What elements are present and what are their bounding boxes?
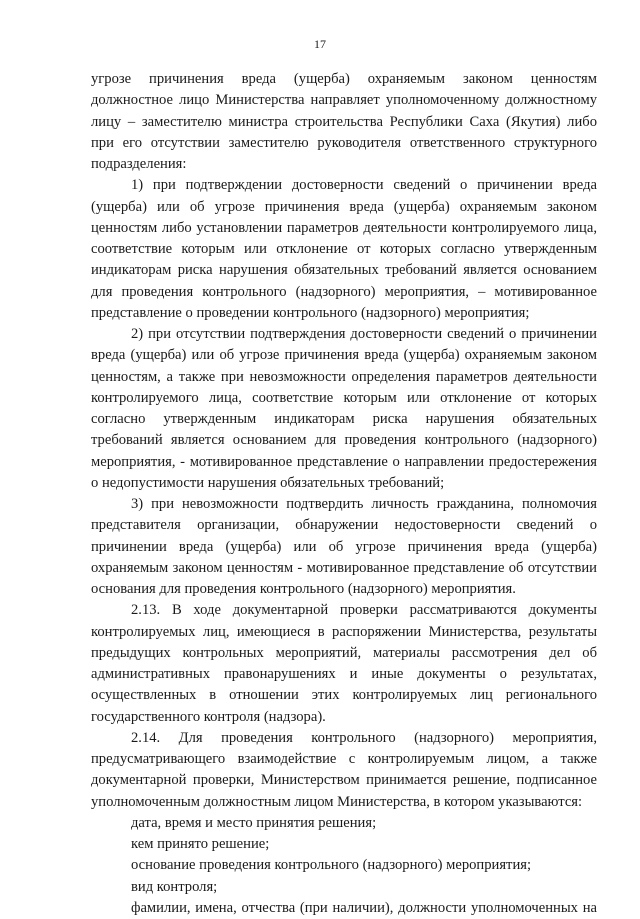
list-line-names: фамилии, имена, отчества (при наличии), должности уполномоченных на — [131, 899, 597, 916]
paragraph-2-13: 2.13. В ходе документарной проверки рассматриваются документы контролируемых лиц, имеющиеся в распоряжении Министерства, результаты предыдущих контрольных мероприятий, материалы рассмотрения дел об административных правонарушениях и иные документы о результатах, осуществленных в отношении этих контролируемых лиц регионального государственного контроля (надзора). — [91, 602, 597, 725]
paragraph-item-2: 2) при отсутствии подтверждения достоверности сведений о причинении вреда (ущерба) или об угрозе причинения вреда (ущерба) охраняемым законом ценностям, а также при невозможности определения параметров деятельности контролируемого лица, соответствие которым или отклонение от которых согласно утвержденным индикаторам риска нарушения обязательных требований является основанием для проведения контрольного (надзорного) мероприятия, - мотивированное представление о направлении предостережения о недопустимости нарушения обязательных требований; — [91, 326, 597, 491]
paragraph-2-14: 2.14. Для проведения контрольного (надзорного) мероприятия, предусматривающего взаимодействие с контролируемым лицом, а также документарной проверки, Министерством принимается решение, подписанное уполномоченным должностным лицом Министерства, в котором указываются: — [91, 729, 597, 810]
list-line-who: кем принято решение; — [131, 836, 270, 852]
list-line-control-type: вид контроля; — [131, 878, 218, 895]
page-number: 17 — [314, 37, 326, 51]
paragraph-continuation: угрозе причинения вреда (ущерба) охраняемым законом ценностям должностное лицо Министерства направляет уполномоченному должностному лицу – заместителю министра строительства Республики Саха (Якутия) либо при его отсутствии заместителю руководителя ответственного структурного подразделения: — [91, 71, 597, 172]
paragraph-item-3: 3) при невозможности подтвердить личность гражданина, полномочия представителя организации, обнаружении недостоверности сведений о причинении вреда (ущерба) или об угрозе причинения вреда (ущерба) охраняемым законом ценностям - мотивированное представление об отсутствии основания для проведения контрольного (надзорного) мероприятия. — [91, 496, 597, 597]
list-line-date: дата, время и место принятия решения; — [131, 814, 377, 831]
list-line-basis: основание проведения контрольного (надзорного) мероприятия; — [131, 857, 532, 874]
paragraph-item-1: 1) при подтверждении достоверности сведений о причинении вреда (ущерба) или об угрозе причинения вреда (ущерба) охраняемым законом ценностям либо установлении параметров деятельности контролируемого лица, соответствие которым или отклонение от которых согласно утвержденным индикаторам риска нарушения обязательных требований является основанием для проведения контрольного (надзорного) мероприятия, – мотивированное представление о проведении контрольного (надзорного) мероприятия; — [91, 177, 597, 321]
body-text — [91, 69, 597, 919]
